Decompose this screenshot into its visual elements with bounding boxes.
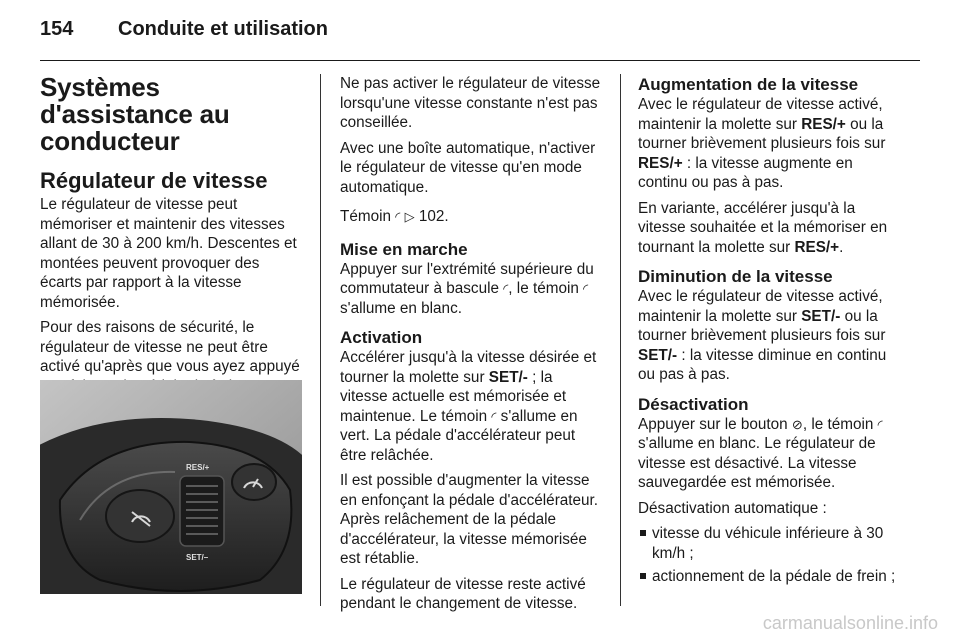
page-header xyxy=(40,18,328,48)
list-item: actionnement de la pédale de frein ; xyxy=(638,567,904,587)
cruise-cancel-icon: ⊘ xyxy=(791,416,803,432)
paragraph: Avec le régulateur de vitesse activé, maintenir la molette sur SET/- ou la tourner brièvement plusieurs fois sur SET/- : la vitesse diminue en continu ou pas à pas. xyxy=(638,288,887,383)
paragraph: Il est possible d'augmenter la vitesse en enfonçant la pédale d'accélérateur. Après relâchement de la pédale d'accélérateur, la vitesse mémorisée est rétablie. xyxy=(340,472,599,567)
paragraph: Pour des raisons de sécurité, le régulateur de vitesse ne peut être activé qu'après que vous ayez appuyé xyxy=(40,319,300,375)
steering-wheel-controls-photo xyxy=(40,380,302,594)
column-divider xyxy=(320,74,321,606)
page-number: 154 xyxy=(40,18,74,40)
cruise-control-icon: ◜ xyxy=(491,408,497,424)
subsection-heading: Diminution de la vitesse xyxy=(638,267,833,286)
list-item: vitesse du véhicule inférieure à 30 km/h ; xyxy=(638,524,904,563)
paragraph: Accélérer jusqu'à la vitesse désirée et tourner la molette sur SET/- ; la vitesse actuelle est mémorisée et maintenue. Le témoin ◜ s'allume en vert. La pédale d'accélérateur peut être relâchée. xyxy=(340,349,597,464)
column-divider xyxy=(620,74,621,606)
subsection-heading: Mise en marche xyxy=(340,239,468,259)
subsection-heading: Désactivation xyxy=(638,394,749,414)
paragraph: Ne pas activer le régulateur de vitesse lorsqu'une vitesse constante n'est pas conseillée. xyxy=(340,75,601,131)
paragraph: Appuyer sur l'extrémité supérieure du commutateur à bascule ◜, le témoin ◜ s'allume en blanc. xyxy=(340,260,594,317)
set-label: SET/– xyxy=(186,553,209,562)
header-rule xyxy=(40,60,920,61)
paragraph: Désactivation automatique : xyxy=(638,499,827,517)
cruise-control-icon: ◜ xyxy=(503,281,509,296)
paragraph: Le régulateur de vitesse reste activé pendant le changement de vitesse. xyxy=(340,575,586,612)
column-3 xyxy=(638,74,904,591)
subsection-heading: Activation xyxy=(340,328,423,347)
subsection-heading: Augmentation de la vitesse xyxy=(638,75,859,94)
cruise-control-icon: ◜ xyxy=(877,416,883,432)
section-heading: Régulateur de vitesse xyxy=(40,168,268,193)
cruise-control-icon: ◜ xyxy=(583,281,589,296)
paragraph: Avec le régulateur de vitesse activé, maintenir la molette sur RES/+ ou la tourner brièvement plusieurs fois sur RES/+ : la vitesse augmente en continu ou pas à pas. xyxy=(638,96,886,191)
res-label: RES/+ xyxy=(186,463,210,472)
paragraph: Appuyer sur le bouton ⊘, le témoin ◜ s'allume en blanc. Le régulateur de vitesse est désactivé. La vitesse sauvegardée est mémorisée. xyxy=(638,415,883,491)
auto-deactivation-list xyxy=(638,524,904,587)
watermark: carmanualsonline.info xyxy=(762,613,938,633)
paragraph: Avec une boîte automatique, n'activer le régulateur de vitesse qu'en mode automatique. xyxy=(340,139,596,196)
column-2 xyxy=(340,74,604,620)
steering-wheel-illustration xyxy=(40,380,302,594)
paragraph: Témoin ◜ ▷ 102. xyxy=(340,208,449,225)
chapter-heading: Systèmes d'assistance au conducteur xyxy=(40,72,230,156)
cruise-control-icon: ◜ xyxy=(395,209,401,224)
section-title: Conduite et utilisation xyxy=(118,18,328,40)
page-reference-icon: ▷ xyxy=(404,209,415,224)
paragraph: Le régulateur de vitesse peut mémoriser et maintenir des vitesses allant de 30 à 200 km/h. Descentes et montées peuvent provoquer des écarts par rapport à la vitesse mémorisée. xyxy=(40,196,297,311)
paragraph: En variante, accélérer jusqu'à la vitesse souhaitée et la mémoriser en tournant la molette sur RES/+. xyxy=(638,199,888,256)
